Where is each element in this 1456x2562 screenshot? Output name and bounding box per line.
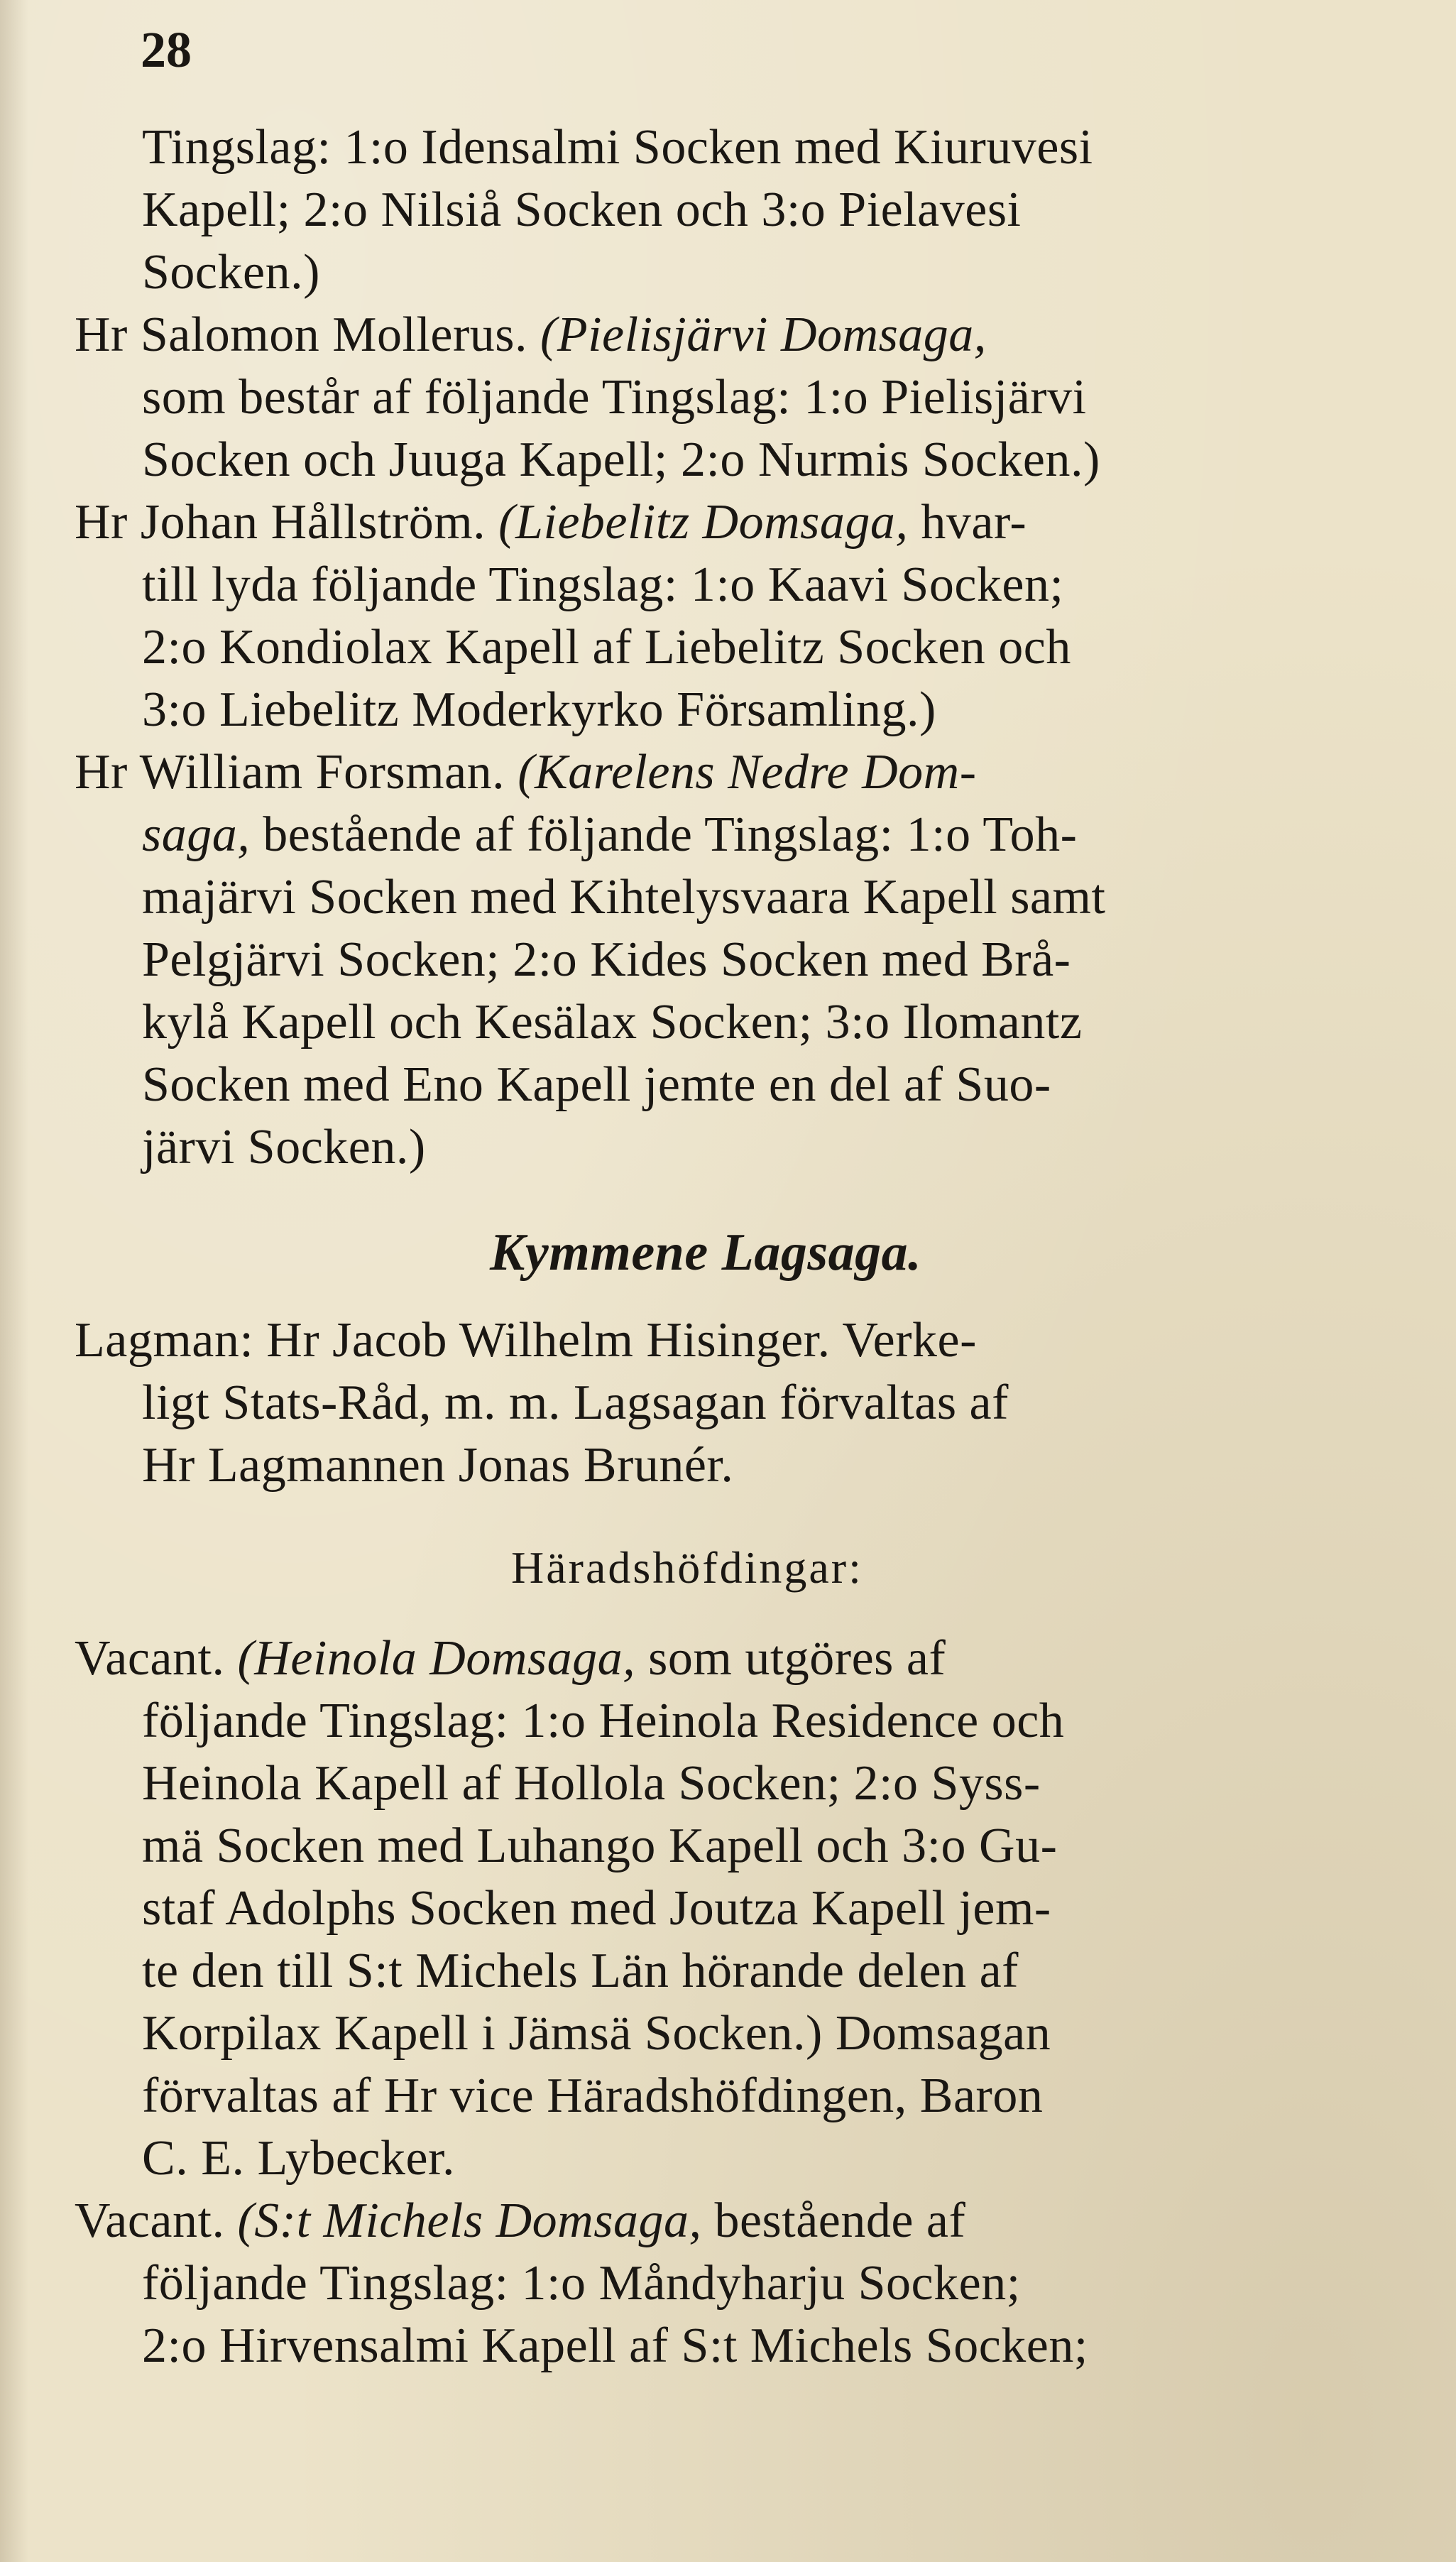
text-line: Kapell; 2:o Nilsiå Socken och 3:o Pielavesi bbox=[142, 182, 1022, 237]
text-line: till lyda följande Tingslag: 1:o Kaavi Socken; bbox=[142, 557, 1064, 612]
text-line: Lagman: Hr Jacob Wilhelm Hisinger. Verke- bbox=[75, 1313, 977, 1368]
text-line: 2:o Hirvensalmi Kapell af S:t Michels Socken; bbox=[142, 2318, 1088, 2373]
text-line: Hr Salomon Mollerus. (Pielisjärvi Domsaga, bbox=[75, 307, 987, 362]
page-number: 28 bbox=[141, 21, 192, 78]
text-line: 2:o Kondiolax Kapell af Liebelitz Socken och bbox=[142, 620, 1071, 675]
text-line: Vacant. (S:t Michels Domsaga, bestående af bbox=[75, 2193, 966, 2248]
text-line: Socken och Juuga Kapell; 2:o Nurmis Socken.) bbox=[142, 432, 1100, 487]
text-line: staf Adolphs Socken med Joutza Kapell jem- bbox=[142, 1881, 1051, 1936]
text-line: Tingslag: 1:o Idensalmi Socken med Kiuruvesi bbox=[142, 120, 1093, 175]
text-line: följande Tingslag: 1:o Måndyharju Socken; bbox=[142, 2256, 1021, 2311]
text-line: järvi Socken.) bbox=[142, 1120, 426, 1174]
text-line: som består af följande Tingslag: 1:o Pielisjärvi bbox=[142, 370, 1087, 425]
text-line: Vacant. (Heinola Domsaga, som utgöres af bbox=[75, 1631, 946, 1686]
text-line: te den till S:t Michels Län hörande delen af bbox=[142, 1944, 1019, 1998]
text-line: Hr Lagmannen Jonas Brunér. bbox=[142, 1438, 734, 1493]
text-line: C. E. Lybecker. bbox=[142, 2131, 456, 2186]
text-line: Heinola Kapell af Hollola Socken; 2:o Syss- bbox=[142, 1756, 1041, 1811]
page-gutter-shadow bbox=[0, 0, 28, 2562]
text-line: Hr William Forsman. (Karelens Nedre Dom- bbox=[75, 745, 977, 800]
text-line: Pelgjärvi Socken; 2:o Kides Socken med Brå- bbox=[142, 932, 1071, 987]
text-line: Korpilax Kapell i Jämsä Socken.) Domsagan bbox=[142, 2006, 1051, 2061]
text-line: förvaltas af Hr vice Häradshöfdingen, Baron bbox=[142, 2068, 1044, 2123]
section-heading: Kymmene Lagsaga. bbox=[490, 1223, 922, 1282]
text-line: saga, bestående af följande Tingslag: 1:o Toh- bbox=[142, 807, 1078, 862]
subsection-heading: Häradshöfdingar: bbox=[511, 1542, 863, 1593]
text-line: kylå Kapell och Kesälax Socken; 3:o Ilomantz bbox=[142, 995, 1083, 1050]
text-line: majärvi Socken med Kihtelysvaara Kapell samt bbox=[142, 870, 1106, 925]
text-line: mä Socken med Luhango Kapell och 3:o Gu- bbox=[142, 1819, 1058, 1873]
text-line: Socken.) bbox=[142, 245, 320, 300]
text-line: 3:o Liebelitz Moderkyrko Församling.) bbox=[142, 682, 936, 737]
text-line: Socken med Eno Kapell jemte en del af Suo- bbox=[142, 1057, 1051, 1112]
text-line: Hr Johan Hållström. (Liebelitz Domsaga, hvar- bbox=[75, 495, 1027, 550]
text-line: ligt Stats-Råd, m. m. Lagsagan förvaltas af bbox=[142, 1375, 1009, 1430]
text-line: följande Tingslag: 1:o Heinola Residence och bbox=[142, 1694, 1065, 1748]
